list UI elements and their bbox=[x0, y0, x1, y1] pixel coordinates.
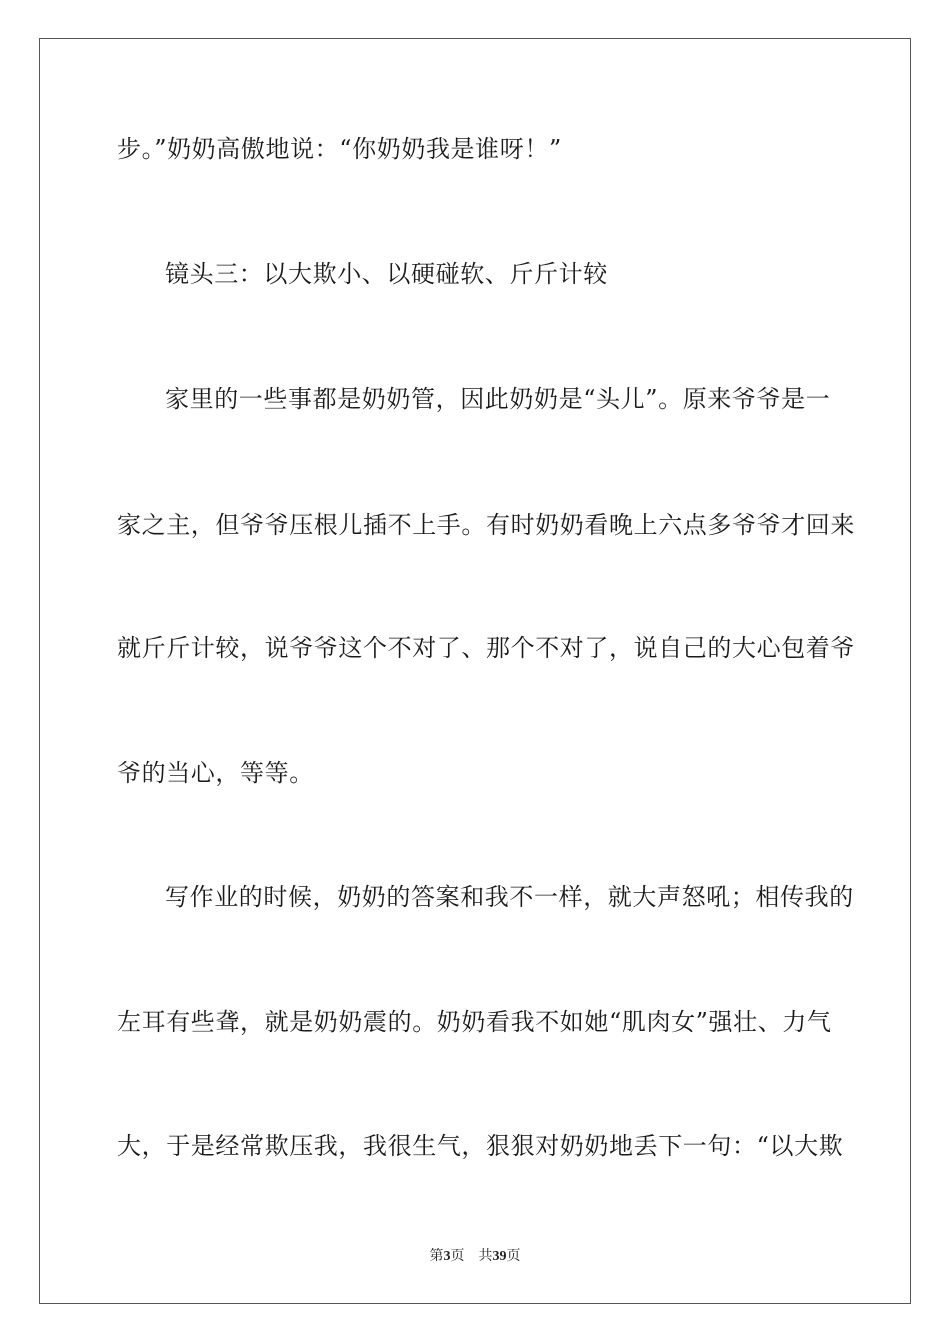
page-footer bbox=[0, 1247, 950, 1266]
paragraph-1-line-3: 就斤斤计较，说爷爷这个不对了、那个不对了，说自己的大心包着爷 bbox=[117, 634, 855, 662]
paragraph-1-line-1: 家里的一些事都是奶奶管，因此奶奶是“头儿”。原来爷爷是一 bbox=[165, 385, 831, 413]
text-line-1: 步。”奶奶高傲地说：“你奶奶我是谁呀！” bbox=[117, 135, 562, 163]
paragraph-1-line-4: 爷的当心，等等。 bbox=[117, 759, 314, 787]
paragraph-2-line-1: 写作业的时候，奶奶的答案和我不一样，就大声怒吼；相传我的 bbox=[165, 883, 854, 911]
page-number: 3 bbox=[443, 1249, 451, 1264]
section-heading: 镜头三：以大欺小、以硬碰软、斤斤计较 bbox=[165, 260, 608, 288]
total-pages: 39 bbox=[492, 1249, 507, 1264]
page-border bbox=[39, 38, 911, 1304]
total-prefix: 共 bbox=[478, 1248, 493, 1264]
paragraph-2-line-3: 大，于是经常欺压我，我很生气，狠狠对奶奶地丢下一句：“以大欺 bbox=[117, 1132, 844, 1160]
total-suffix: 页 bbox=[506, 1248, 521, 1264]
page-prefix: 第 bbox=[429, 1248, 444, 1264]
page-suffix: 页 bbox=[450, 1248, 465, 1264]
paragraph-2-line-2: 左耳有些聋，就是奶奶震的。奶奶看我不如她“肌肉女”强壮、力气 bbox=[117, 1008, 832, 1036]
paragraph-1-line-2: 家之主，但爷爷压根儿插不上手。有时奶奶看晚上六点多爷爷才回来 bbox=[117, 511, 855, 539]
